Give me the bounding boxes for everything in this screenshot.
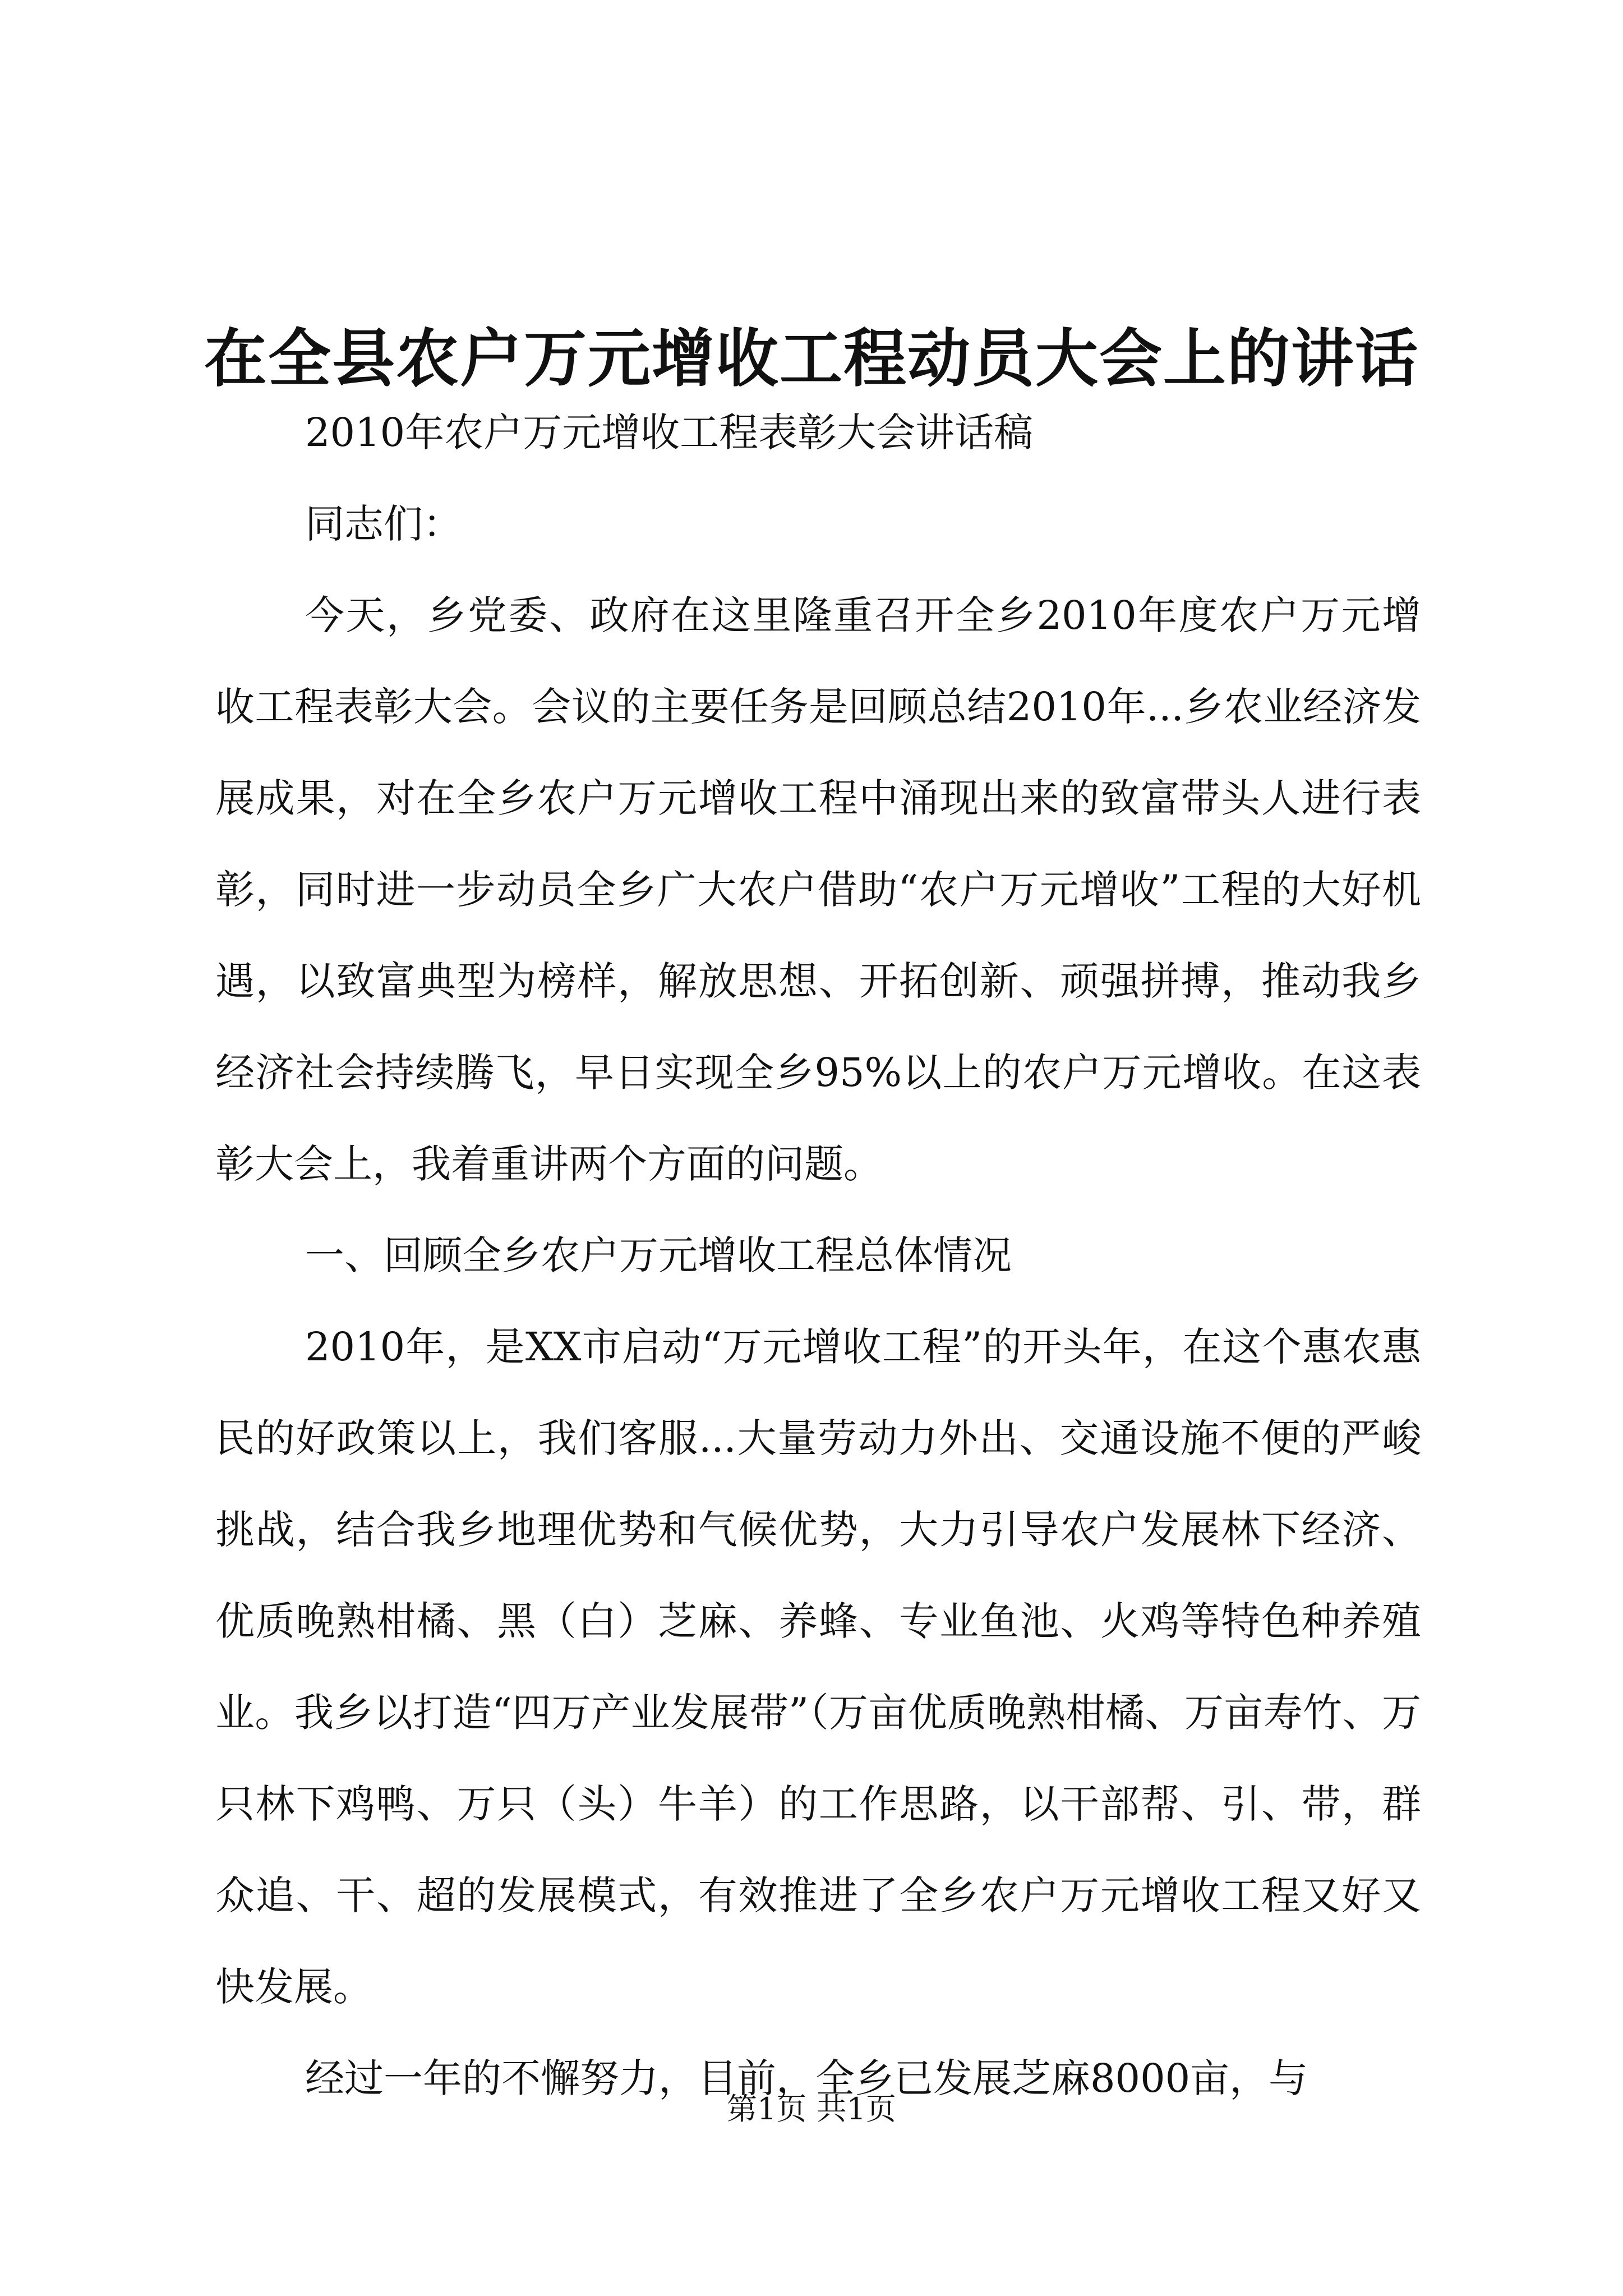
salutation-paragraph: 同志们： [305,501,462,547]
page-footer: 第1页 共1页 [727,2091,896,2127]
body-paragraph: 今天，乡党委、政府在这里隆重召开全乡2010年度农户万元增收工程表彰大会。会议的主要任务是回顾总结2010年...乡农业经济发展成果，对在全乡农户万元增收工程中涌现出来的致富带头人进行表彰，同时进一步动员全乡广大农户借助“农户万元增收”工程的大好机遇，以致富典型为榜样，解放思想、开拓创新、顽强拼搏，推动我乡经济社会持续腾飞，早日实现全乡95%以上的农户万元增收。在这表彰大会上，我着重讲两个方面的问题。 [215,592,1421,1187]
body-paragraph: 2010年，是XX市启动“万元增收工程”的开头年，在这个惠农惠民的好政策以上，我们客服...大量劳动力外出、交通设施不便的严峻挑战，结合我乡地理优势和气候优势，大力引导农户发展林下经济、优质晚熟柑橘、黑（白）芝麻、养蜂、专业鱼池、火鸡等特色种养殖业。我乡以打造“四万产业发展带”（万亩优质晚熟柑橘、万亩寿竹、万只林下鸡鸭、万只（头）牛羊）的工作思路，以干部帮、引、带，群众追、干、超的发展模式，有效推进了全乡农户万元增收工程又好又快发展。 [215,1324,1421,2010]
body-paragraph: 经过一年的不懈努力，目前，全乡已发展芝麻8000亩，与 [305,2055,1308,2101]
subtitle-paragraph: 2010年农户万元增收工程表彰大会讲话稿 [305,409,1034,455]
document-body [215,387,1421,2124]
document-title: 在全县农户万元增收工程动员大会上的讲话 [204,322,1419,396]
section-heading: 一、回顾全乡农户万元增收工程总体情况 [305,1232,1012,1278]
